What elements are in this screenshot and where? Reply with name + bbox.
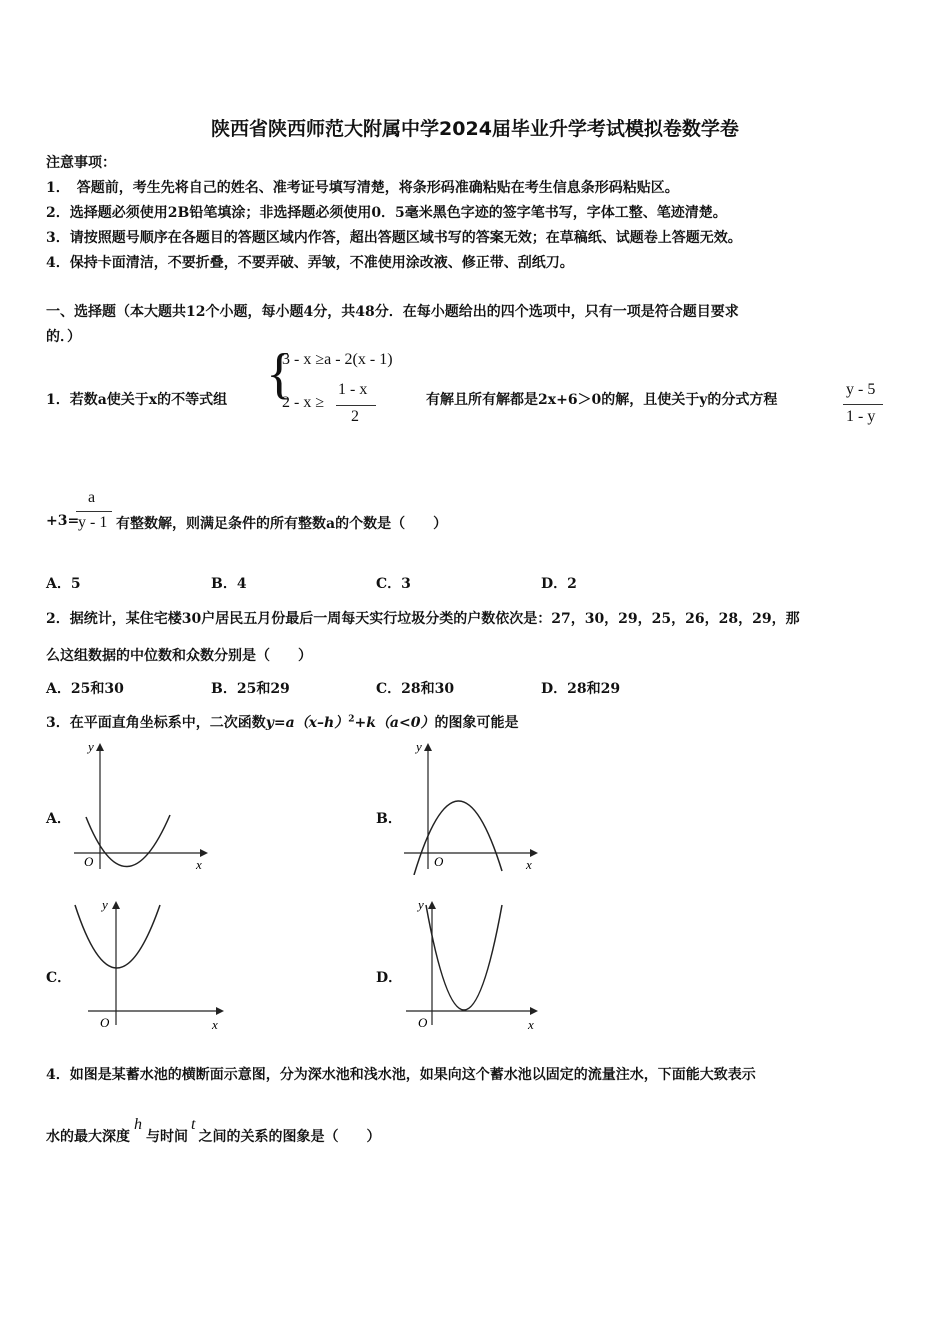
q1-plus3: +3= xyxy=(46,513,80,529)
q1-tail: 有整数解，则满足条件的所有整数a的个数是（ ） xyxy=(116,516,448,532)
q4-line1: 4．如图是某蓄水池的横断面示意图，分为深水池和浅水池，如果向这个蓄水池以固定的流量注水，下面能大致表示 xyxy=(46,1067,756,1083)
q4-var-t: t xyxy=(191,1116,196,1133)
graph-d-x-label: x xyxy=(528,1017,534,1032)
q1-middle-text: 有解且所有解都是2x+6＞0的解，且使关于y的分式方程 xyxy=(426,392,778,408)
graph-a-x-label: x xyxy=(196,857,202,872)
section-heading-cont: 的．） xyxy=(46,329,81,345)
graph-a-origin: O xyxy=(84,854,94,869)
q2-option-d: D．28和29 xyxy=(541,681,621,697)
notice-item-1: 1． 答题前，考生先将自己的姓名、准考证号填写清楚，将条形码准确粘贴在考生信息条形码粘贴区。 xyxy=(46,180,679,196)
q1-lead: 1．若数a使关于x的不等式组 xyxy=(46,392,228,408)
q3-option-c: C． xyxy=(46,970,72,986)
q4-line2 xyxy=(46,1116,381,1146)
notice-heading: 注意事项： xyxy=(46,155,116,171)
q4-text-c: 之间的关系的图象是（ ） xyxy=(198,1129,381,1145)
q1-inequality-1: 3 - x ≥a - 2(x - 1) xyxy=(282,351,393,368)
q3-formula: y=a（x–h） xyxy=(265,715,349,731)
q2-line2: 么这组数据的中位数和众数分别是（ ） xyxy=(46,648,312,664)
graph-c-origin: O xyxy=(100,1015,110,1030)
q1-ineq2-numerator: 1 - x xyxy=(338,381,368,398)
q1-frac1-bar xyxy=(843,404,883,405)
system-brace: { xyxy=(266,343,293,405)
q3-option-a: A． xyxy=(46,811,71,827)
q1-frac2-denominator: y - 1 xyxy=(78,514,108,531)
q1-option-d: D．2 xyxy=(541,576,577,592)
q3-stem xyxy=(46,712,518,732)
notice-item-3: 3．请按照题号顺序在各题目的答题区域内作答，超出答题区域书写的答案无效；在草稿纸、试题卷上答题无效。 xyxy=(46,230,742,246)
q4-text-b: 与时间 xyxy=(146,1129,188,1145)
notice-item-2: 2．选择题必须使用2B铅笔填涂；非选择题必须使用0．5毫米黑色字迹的签字笔书写，字体工整、笔迹清楚。 xyxy=(46,205,727,221)
q3-formula-rest: +k（a<0） xyxy=(354,715,435,731)
graph-b-x-label: x xyxy=(526,857,532,872)
q1-option-c: C．3 xyxy=(376,576,411,592)
q3-exponent: 2 xyxy=(348,714,355,725)
graph-a-y-label: y xyxy=(88,739,94,754)
q1-ineq2-denominator: 2 xyxy=(351,408,359,425)
q2-option-c: C．28和30 xyxy=(376,681,455,697)
graph-a xyxy=(70,735,215,875)
q2-option-a: A．25和30 xyxy=(46,681,124,697)
graph-b xyxy=(400,735,545,875)
q2-line1: 2．据统计，某住宅楼30户居民五月份最后一周每天实行垃圾分类的户数依次是：27，30，29，25，26，28，29，那 xyxy=(46,611,800,627)
q4-text-a: 水的最大深度 xyxy=(46,1129,130,1145)
q3-option-d: D． xyxy=(376,970,403,986)
page-title: 陕西省陕西师范大附属中学2024届毕业升学考试模拟卷数学卷 xyxy=(211,118,739,140)
q1-option-b: B．4 xyxy=(211,576,247,592)
q3-prefix: 3．在平面直角坐标系中，二次函数 xyxy=(46,715,266,731)
graph-b-origin: O xyxy=(434,854,444,869)
notice-item-4: 4．保持卡面清洁，不要折叠，不要弄破、弄皱，不准使用涂改液、修正带、刮纸刀。 xyxy=(46,255,574,271)
graph-b-y-label: y xyxy=(416,739,422,754)
q1-frac2-numerator: a xyxy=(88,489,96,506)
q1-frac2-bar xyxy=(76,511,112,512)
graph-c-y-label: y xyxy=(102,897,108,912)
graph-c-x-label: x xyxy=(212,1017,218,1032)
q3-suffix: 的图象可能是 xyxy=(434,715,519,731)
graph-d-origin: O xyxy=(418,1015,428,1030)
q1-ineq2-fraction-bar xyxy=(336,405,376,406)
graph-d-y-label: y xyxy=(418,897,424,912)
section-heading: 一、选择题（本大题共12个小题，每小题4分，共48分．在每小题给出的四个选项中，只有一项是符合题目要求 xyxy=(46,304,739,320)
graph-c xyxy=(70,893,230,1038)
q4-var-h: h xyxy=(134,1116,142,1133)
q2-option-b: B．25和29 xyxy=(211,681,290,697)
q1-inequality-2-left: 2 - x ≥ xyxy=(282,394,325,411)
graph-d xyxy=(400,893,545,1038)
q1-frac1-numerator: y - 5 xyxy=(846,381,876,398)
q3-option-b: B． xyxy=(376,811,402,827)
q1-frac1-denominator: 1 - y xyxy=(846,408,876,425)
q1-option-a: A．5 xyxy=(46,576,81,592)
